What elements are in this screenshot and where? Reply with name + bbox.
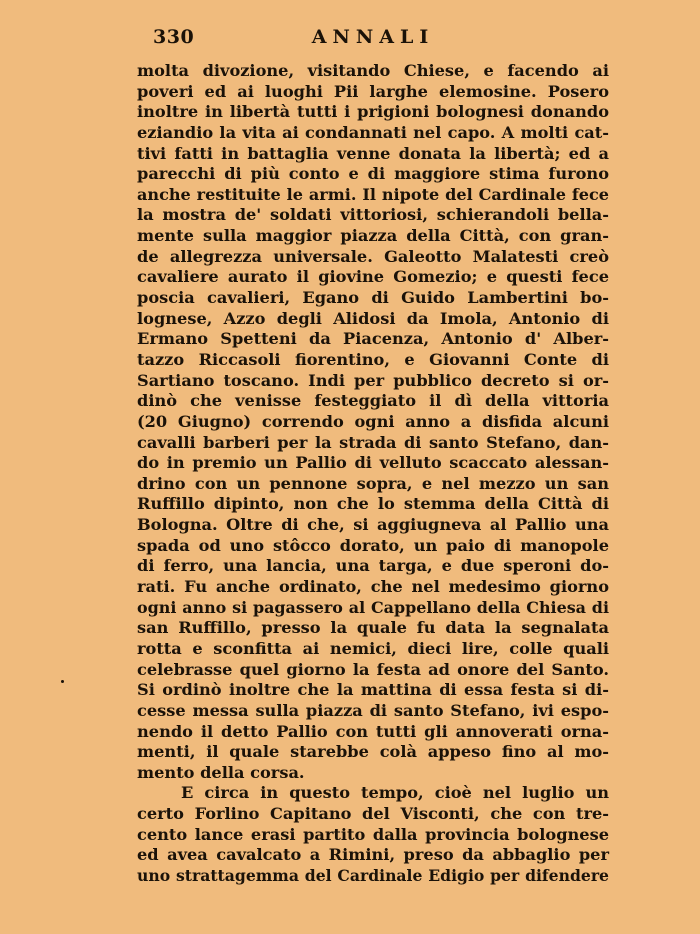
text-line: cento lance erasi partito dalla provincia bolognese [137, 824, 609, 844]
text-line: lognese, Azzo degli Alidosi da Imola, Antonio di [137, 308, 609, 328]
text-line: Si ordinò inoltre che la mattina di essa festa si di- [137, 680, 609, 700]
text-line: mente sulla maggior piazza della Città, con gran- [137, 226, 609, 246]
text-line: rotta e sconfitta ai nemici, dieci lire, colle quali [137, 638, 609, 658]
text-line: poscia cavalieri, Egano di Guido Lambertini bo- [137, 288, 609, 308]
text-line: parecchi di più conto e di maggiore stima furono [137, 164, 609, 184]
text-line: mento della corsa. [137, 762, 305, 782]
text-line: poveri ed ai luoghi Pii larghe elemosine. Posero [137, 81, 609, 101]
text-line: celebrasse quel giorno la festa ad onore del Santo. [137, 659, 609, 679]
stray-ink-mark [61, 680, 64, 683]
text-line: molta divozione, visitando Chiese, e facendo ai [137, 61, 609, 80]
text-line: ed avea cavalcato a Rimini, preso da abbaglio per [137, 845, 609, 865]
text-line: cesse messa sulla piazza di santo Stefano, ivi espo- [137, 700, 609, 720]
text-line: la mostra de' soldati vittoriosi, schierandoli bella- [137, 205, 609, 225]
text-line: de allegrezza universale. Galeotto Malatesti creò [137, 246, 609, 266]
text-line: dinò che venisse festeggiato il dì della vittoria [137, 391, 609, 411]
text-line: Sartiano toscano. Indi per pubblico decreto si or- [137, 370, 609, 390]
text-line: Ruffillo dipinto, non che lo stemma della Città di [137, 494, 609, 514]
text-line: inoltre in libertà tutti i prigioni bolognesi donando [137, 102, 609, 122]
text-line: do in premio un Pallio di velluto scaccato alessan- [137, 453, 609, 473]
text-line: tivi fatti in battaglia venne donata la libertà; ed a [137, 143, 609, 163]
text-line: nendo il detto Pallio con tutti gli annoverati orna- [137, 721, 609, 741]
text-line: drino con un pennone sopra, e nel mezzo un san [137, 473, 609, 493]
text-line: tazzo Riccasoli fiorentino, e Giovanni Conte di [137, 349, 609, 369]
text-line: Ermano Spetteni da Piacenza, Antonio d' Alber- [137, 329, 609, 349]
text-line: san Ruffillo, presso la quale fu data la segnalata [137, 618, 609, 638]
page-number: 330 [153, 26, 195, 48]
text-line: rati. Fu anche ordinato, che nel medesimo giorno [137, 577, 609, 597]
text-line: di ferro, una lancia, una targa, e due speroni do- [137, 556, 609, 576]
text-line: ogni anno si pagassero al Cappellano della Chiesa di [137, 597, 609, 617]
text-line: E circa in questo tempo, cioè nel luglio un [181, 783, 609, 803]
text-line: spada od uno stôcco dorato, un paio di manopole [137, 535, 609, 555]
page-header [137, 22, 609, 56]
text-line: menti, il quale starebbe colà appeso fino al mo- [137, 742, 609, 762]
text-line: eziandio la vita ai condannati nel capo. A molti cat- [137, 122, 609, 142]
text-line: Bologna. Oltre di che, si aggiugneva al Pallio una [137, 515, 609, 535]
text-line: cavalli barberi per la strada di santo Stefano, dan- [137, 432, 609, 452]
text-line: certo Forlino Capitano del Visconti, che con tre- [137, 804, 609, 824]
text-line: cavaliere aurato il giovine Gomezio; e questi fece [137, 267, 609, 287]
text-line: uno strattagemma del Cardinale Edigio per difendere [137, 865, 609, 885]
text-line: (20 Giugno) correndo ogni anno a disfida alcuni [137, 411, 609, 431]
text-line: anche restituite le armi. Il nipote del Cardinale fece [137, 184, 609, 204]
body-text [137, 61, 609, 887]
running-title: ANNALI [311, 26, 435, 48]
